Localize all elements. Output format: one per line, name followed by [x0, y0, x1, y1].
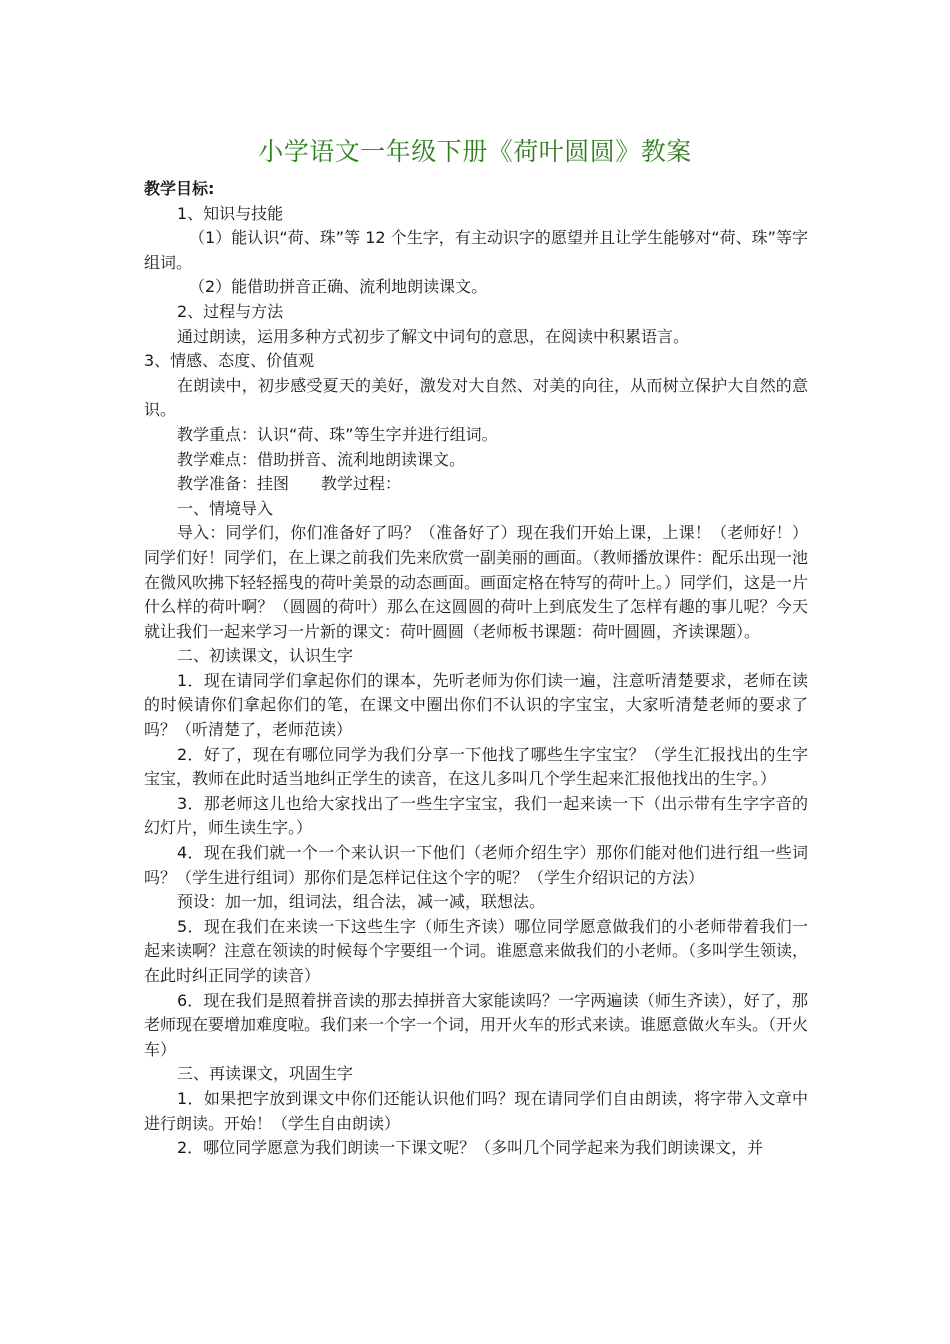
- paragraph: 预设：加一加，组词法，组合法，减一减，联想法。: [177, 892, 546, 912]
- paragraph: 2、过程与方法: [177, 301, 284, 321]
- paragraph: 5．现在我们在来读一下这些生字（师生齐读）哪位同学愿意做我们的小老师带着我们一起来读啊？注意在领读的时候每个字要组一个词。谁愿意来做我们的小老师。（多叫学生领读，在此时纠正同学的读音）: [144, 916, 809, 985]
- paragraph: 4．现在我们就一个一个来认识一下他们（老师介绍生字）那你们能对他们进行组一些词吗？（学生进行组词）那你们是怎样记住这个字的呢？（学生介绍识记的方法）: [144, 843, 808, 887]
- paragraph: 在朗读中，初步感受夏天的美好，激发对大自然、对美的向往，从而树立保护大自然的意识。: [144, 375, 808, 420]
- paragraph: 2．好了，现在有哪位同学为我们分享一下他找了哪些生字宝宝？（学生汇报找出的生字宝宝，教师在此时适当地纠正学生的读音，在这儿多叫几个学生起来汇报他找出的生字。）: [144, 744, 808, 789]
- paragraph: （2）能借助拼音正确、流利地朗读课文。: [189, 277, 488, 297]
- paragraph: 1、知识与技能: [177, 203, 284, 223]
- paragraph: 通过朗读，运用多种方式初步了解文中词句的意思，在阅读中积累语言。: [177, 326, 690, 346]
- paragraph: 教学重点：认识“荷、珠”等生字并进行组词。: [177, 424, 498, 444]
- paragraph: 三、再读课文，巩固生字: [177, 1064, 354, 1084]
- paragraph: 2．哪位同学愿意为我们朗读一下课文呢？（多叫几个同学起来为我们朗读课文，并: [177, 1138, 764, 1158]
- section-heading-objectives: 教学目标:: [144, 179, 215, 198]
- paragraph: 6．现在我们是照着拼音读的那去掉拼音大家能读吗？一字两遍读（师生齐读），好了，那老师现在要增加难度啦。我们来一个字一个词，用开火车的形式来读。谁愿意做火车头。（开火车）: [144, 990, 809, 1059]
- paragraph: 教学准备：挂图 教学过程：: [177, 474, 402, 494]
- document-title: 小学语文一年级下册《荷叶圆圆》教案: [258, 137, 692, 166]
- paragraph: 导入：同学们，你们准备好了吗？（准备好了）现在我们开始上课，上课！（老师好！）同学们好！同学们，在上课之前我们先来欣赏一副美丽的画面。（教师播放课件：配乐出现一池在微风吹拂下轻轻摇曳的荷叶美景的动态画面。画面定格在特写的荷叶上。）同学们，这是一片什么样的荷叶啊？（圆圆的荷叶）那么在这圆圆的荷叶上到底发生了怎样有趣的事儿呢？今天就让我们一起来学习一片新的课文：荷叶圆圆（老师板书课题：荷叶圆圆，齐读课题）。: [144, 523, 809, 641]
- paragraph: 1．如果把字放到课文中你们还能认识他们吗？现在请同学们自由朗读，将字带入文章中进行朗读。开始！（学生自由朗读）: [144, 1088, 808, 1133]
- paragraph: 1．现在请同学们拿起你们的课本，先听老师为你们读一遍，注意听清楚要求，老师在读的时候请你们拿起你们的笔，在课文中圈出你们不认识的字宝宝，大家听清楚老师的要求了吗？（听清楚了，老师范读）: [144, 670, 808, 740]
- paragraph: 二、初读课文，认识生字: [177, 646, 354, 666]
- paragraph: 3．那老师这儿也给大家找出了一些生字宝宝，我们一起来读一下（出示带有生字字音的幻灯片，师生读生字。）: [144, 793, 808, 838]
- document-body: [144, 177, 808, 1161]
- paragraph: 一、情境导入: [177, 498, 274, 518]
- paragraph: 3、情感、态度、价值观: [144, 351, 315, 371]
- paragraph: 教学难点：借助拼音、流利地朗读课文。: [177, 449, 466, 469]
- paragraph: （1）能认识“荷、珠”等 12 个生字，有主动识字的愿望并且让学生能够对“荷、珠”等字组词。: [144, 228, 808, 272]
